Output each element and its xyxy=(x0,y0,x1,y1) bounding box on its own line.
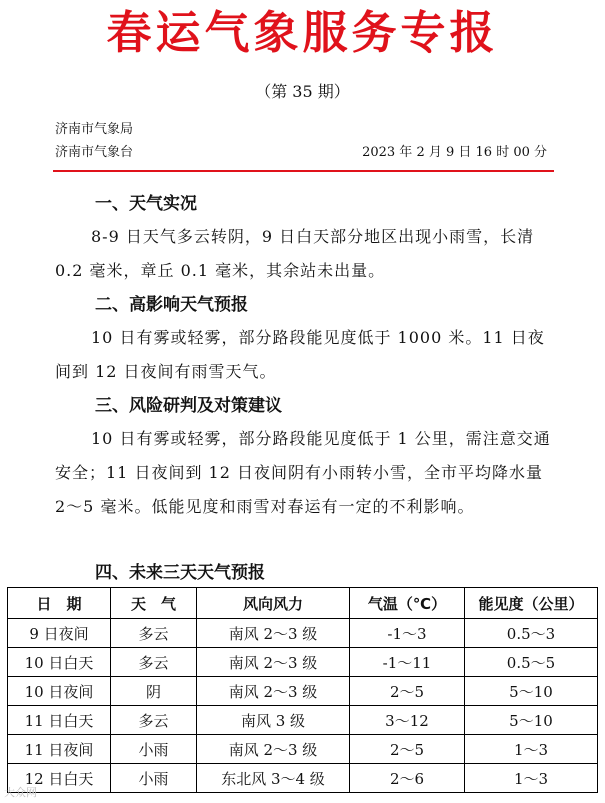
issuer-observatory: 济南市气象台 xyxy=(55,145,134,160)
cell-visibility: 5～10 xyxy=(465,706,598,735)
table-row xyxy=(8,677,598,706)
watermark: 大众网 xyxy=(4,786,37,799)
section-text-observation: 8-9 日天气多云转阴，9 日白天部分地区出现小雨雪，长清 0.2 毫米，章丘 0.1 毫米，其余站未出量。 xyxy=(55,227,535,280)
cell-weather: 多云 xyxy=(111,648,197,677)
report-title: 春运气象服务专报 xyxy=(106,6,499,59)
section-heading-observation: 一、天气实况 xyxy=(95,194,197,214)
cell-wind: 南风 2～3 级 xyxy=(197,735,350,764)
cell-date: 9 日夜间 xyxy=(8,619,111,648)
header-divider xyxy=(53,170,554,172)
issuer-bureau: 济南市气象局 xyxy=(55,122,134,137)
cell-weather: 阴 xyxy=(111,677,197,706)
cell-temperature: -1～3 xyxy=(350,619,465,648)
issue-number: （第 35 期） xyxy=(255,82,350,101)
cell-temperature: -1～11 xyxy=(350,648,465,677)
cell-wind: 东北风 3～4 级 xyxy=(197,764,350,793)
table-header-row xyxy=(8,588,598,619)
issue-datetime: 2023 年 2 月 9 日 16 时 00 分 xyxy=(362,145,547,160)
cell-date: 11 日夜间 xyxy=(8,735,111,764)
cell-temperature: 2～5 xyxy=(350,677,465,706)
cell-weather: 多云 xyxy=(111,706,197,735)
section-heading-risk: 三、风险研判及对策建议 xyxy=(95,396,282,416)
section-text-forecast: 10 日有雾或轻雾，部分路段能见度低于 1000 米。11 日夜间到 12 日夜间有雨雪天气。 xyxy=(55,328,545,381)
header-visibility: 能见度（公里） xyxy=(465,588,598,619)
forecast-table xyxy=(7,587,598,793)
cell-temperature: 3～12 xyxy=(350,706,465,735)
cell-date: 10 日夜间 xyxy=(8,677,111,706)
table-row xyxy=(8,764,598,793)
header-weather: 天 气 xyxy=(111,588,197,619)
cell-wind: 南风 2～3 级 xyxy=(197,648,350,677)
table-row xyxy=(8,735,598,764)
cell-visibility: 5～10 xyxy=(465,677,598,706)
cell-visibility: 1～3 xyxy=(465,764,598,793)
cell-date: 10 日白天 xyxy=(8,648,111,677)
cell-weather: 小雨 xyxy=(111,764,197,793)
cell-date: 12 日白天 xyxy=(8,764,111,793)
cell-wind: 南风 2～3 级 xyxy=(197,677,350,706)
cell-visibility: 0.5～5 xyxy=(465,648,598,677)
cell-visibility: 0.5～3 xyxy=(465,619,598,648)
table-row xyxy=(8,648,598,677)
section-heading-forecast: 二、高影响天气预报 xyxy=(95,295,248,315)
cell-weather: 小雨 xyxy=(111,735,197,764)
cell-weather: 多云 xyxy=(111,619,197,648)
cell-wind: 南风 3 级 xyxy=(197,706,350,735)
cell-wind: 南风 2～3 级 xyxy=(197,619,350,648)
header-date: 日 期 xyxy=(8,588,111,619)
cell-temperature: 2～5 xyxy=(350,735,465,764)
table-row xyxy=(8,619,598,648)
header-wind: 风向风力 xyxy=(197,588,350,619)
table-row xyxy=(8,706,598,735)
section-heading-three-day: 四、未来三天天气预报 xyxy=(95,563,265,583)
header-temperature: 气温（℃） xyxy=(350,588,465,619)
cell-date: 11 日白天 xyxy=(8,706,111,735)
section-text-risk: 10 日有雾或轻雾，部分路段能见度低于 1 公里，需注意交通安全；11 日夜间到 12 日夜间阴有小雨转小雪，全市平均降水量 2～5 毫米。低能见度和雨雪对春运有一定的不利影响。 xyxy=(55,429,551,516)
cell-temperature: 2～6 xyxy=(350,764,465,793)
cell-visibility: 1～3 xyxy=(465,735,598,764)
